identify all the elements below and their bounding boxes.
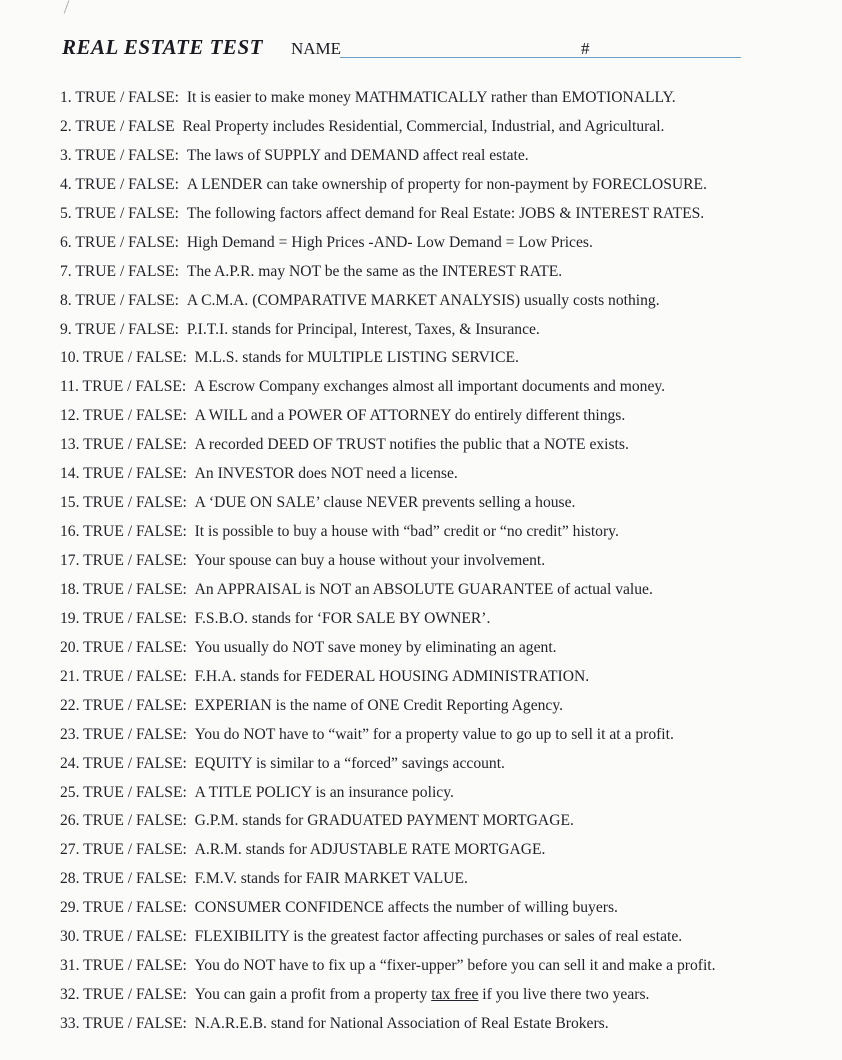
question-item — [60, 431, 820, 460]
question-statement: The A.P.R. may NOT be the same as the INTEREST RATE. — [186, 262, 563, 280]
question-number: 8. — [60, 291, 72, 309]
question-number: 9. — [60, 320, 72, 338]
true-false-choice[interactable]: TRUE / FALSE: — [83, 523, 187, 541]
question-item — [60, 113, 820, 142]
question-statement: A.R.M. stands for ADJUSTABLE RATE MORTGAGE. — [194, 841, 546, 859]
question-statement: You do NOT have to fix up a “fixer-upper” before you can sell it and make a profit. — [194, 957, 716, 975]
question-statement: A ‘DUE ON SALE’ clause NEVER prevents selling a house. — [194, 494, 576, 512]
question-number: 25. — [60, 783, 80, 801]
question-item — [60, 952, 820, 981]
question-statement: The following factors affect demand for Real Estate: JOBS & INTEREST RATES. — [186, 204, 705, 222]
question-statement: It is possible to buy a house with “bad” credit or “no credit” history. — [194, 523, 619, 541]
question-number: 33. — [60, 1015, 80, 1032]
question-item — [60, 344, 820, 373]
true-false-choice[interactable]: TRUE / FALSE: — [75, 204, 180, 222]
question-number: 27. — [60, 841, 80, 859]
question-number: 26. — [60, 812, 80, 830]
question-statement: The laws of SUPPLY and DEMAND affect real estate. — [186, 146, 529, 164]
true-false-choice[interactable]: TRUE / FALSE: — [75, 262, 180, 280]
true-false-choice[interactable]: TRUE / FALSE: — [75, 233, 180, 251]
true-false-choice[interactable]: TRUE / FALSE: — [83, 1015, 187, 1032]
true-false-choice[interactable]: TRUE / FALSE: — [83, 957, 187, 975]
question-number: 13. — [60, 436, 80, 454]
number-label: # — [581, 39, 590, 58]
question-statement: Your spouse can buy a house without your involvement. — [194, 552, 546, 569]
true-false-choice[interactable]: TRUE / FALSE: — [83, 667, 187, 685]
question-statement: You do NOT have to “wait” for a property value to go up to sell it at a profit. — [194, 725, 674, 743]
question-statement: An APPRAISAL is NOT an ABSOLUTE GUARANTEE of actual value. — [194, 580, 653, 598]
question-number: 20. — [60, 638, 80, 656]
question-item — [60, 402, 820, 431]
question-item — [60, 518, 820, 547]
question-item — [60, 750, 820, 779]
question-item — [60, 547, 820, 576]
question-item — [60, 171, 820, 200]
question-statement: It is easier to make money MATHMATICALLY rather than EMOTIONALLY. — [186, 89, 676, 106]
question-statement: EQUITY is similar to a “forced” savings account. — [194, 754, 505, 772]
question-item — [60, 923, 820, 952]
question-statement: F.M.V. stands for FAIR MARKET VALUE. — [194, 870, 468, 888]
question-number: 29. — [60, 899, 80, 917]
question-number: 17. — [60, 552, 80, 569]
question-number: 32. — [60, 986, 80, 1004]
question-statement — [195, 986, 650, 1003]
true-false-choice[interactable]: TRUE / FALSE: — [83, 638, 187, 656]
question-number: 30. — [60, 928, 80, 946]
question-item — [60, 981, 820, 1010]
question-number: 4. — [60, 175, 72, 193]
question-statement: G.P.M. stands for GRADUATED PAYMENT MORTGAGE. — [194, 812, 574, 830]
question-statement: A LENDER can take ownership of property for non-payment by FORECLOSURE. — [186, 175, 707, 193]
question-number: 23. — [60, 725, 80, 743]
question-number: 6. — [60, 233, 72, 251]
question-item — [60, 721, 820, 750]
true-false-choice[interactable]: TRUE / FALSE: — [83, 783, 187, 801]
name-label: NAME — [291, 39, 342, 58]
question-item — [60, 865, 820, 894]
question-item — [60, 229, 820, 258]
question-statement: EXPERIAN is the name of ONE Credit Reporting Agency. — [194, 696, 564, 714]
underlined-phrase: tax free — [431, 986, 479, 1004]
question-number: 14. — [60, 465, 80, 483]
question-statement: P.I.T.I. stands for Principal, Interest, Taxes, & Insurance. — [186, 320, 540, 338]
true-false-choice[interactable]: TRUE / FALSE — [75, 117, 175, 135]
question-number: 2. — [60, 117, 72, 135]
true-false-choice[interactable]: TRUE / FALSE: — [75, 89, 180, 106]
question-number: 19. — [60, 609, 80, 627]
question-item — [60, 605, 820, 634]
question-item — [60, 373, 820, 402]
question-number: 10. — [60, 349, 80, 367]
question-statement: A Escrow Company exchanges almost all important documents and money. — [194, 378, 666, 396]
question-statement: A C.M.A. (COMPARATIVE MARKET ANALYSIS) usually costs nothing. — [186, 291, 660, 309]
true-false-choice[interactable]: TRUE / FALSE: — [83, 928, 187, 946]
question-statement: CONSUMER CONFIDENCE affects the number of willing buyers. — [194, 899, 618, 917]
question-item — [60, 200, 820, 229]
question-item — [60, 84, 820, 113]
true-false-choice[interactable]: TRUE / FALSE: — [83, 465, 187, 483]
true-false-choice[interactable]: TRUE / FALSE: — [83, 609, 187, 627]
true-false-choice[interactable]: TRUE / FALSE: — [83, 696, 187, 714]
question-item — [60, 316, 820, 345]
scan-mark — [64, 0, 70, 13]
question-item — [60, 663, 820, 692]
question-statement: An INVESTOR does NOT need a license. — [194, 465, 458, 483]
question-item — [60, 258, 820, 287]
true-false-choice[interactable]: TRUE / FALSE: — [83, 754, 187, 772]
number-field[interactable] — [595, 57, 741, 58]
true-false-choice[interactable]: TRUE / FALSE: — [75, 291, 180, 309]
question-item — [60, 779, 820, 808]
question-number: 21. — [60, 667, 80, 685]
question-item — [60, 836, 820, 865]
question-item — [60, 807, 820, 836]
question-item — [60, 692, 820, 721]
question-number: 15. — [60, 494, 80, 512]
question-statement: High Demand = High Prices -AND- Low Demand = Low Prices. — [186, 233, 593, 251]
question-number: 18. — [60, 580, 80, 598]
true-false-choice[interactable]: TRUE / FALSE: — [83, 812, 187, 830]
question-number: 11. — [60, 378, 79, 396]
question-number: 3. — [60, 146, 72, 164]
question-statement: F.S.B.O. stands for ‘FOR SALE BY OWNER’. — [194, 609, 491, 627]
question-item — [60, 576, 820, 605]
question-number: 22. — [60, 696, 80, 714]
true-false-choice[interactable]: TRUE / FALSE: — [83, 899, 187, 917]
statement-part: if you live there two years. — [478, 986, 650, 1004]
question-item — [60, 894, 820, 923]
question-list — [60, 84, 820, 1039]
question-item — [60, 287, 820, 316]
true-false-choice[interactable]: TRUE / FALSE: — [82, 378, 187, 396]
question-number: 16. — [60, 523, 80, 541]
question-item — [60, 1010, 820, 1039]
page-title: REAL ESTATE TEST — [62, 35, 263, 59]
question-number: 24. — [60, 754, 80, 772]
question-item — [60, 634, 820, 663]
question-number: 28. — [60, 870, 80, 888]
question-statement: Real Property includes Residential, Commercial, Industrial, and Agricultural. — [182, 117, 665, 135]
question-statement: You usually do NOT save money by eliminating an agent. — [194, 638, 557, 656]
true-false-choice[interactable]: TRUE / FALSE: — [83, 870, 187, 888]
test-header — [62, 35, 762, 65]
true-false-choice[interactable]: TRUE / FALSE: — [83, 841, 187, 859]
question-number: 31. — [60, 957, 80, 975]
question-statement: F.H.A. stands for FEDERAL HOUSING ADMINISTRATION. — [194, 667, 590, 685]
question-number: 7. — [60, 262, 72, 280]
question-statement: M.L.S. stands for MULTIPLE LISTING SERVICE. — [194, 349, 519, 367]
question-item — [60, 489, 820, 518]
true-false-choice[interactable]: TRUE / FALSE: — [83, 552, 187, 569]
true-false-choice[interactable]: TRUE / FALSE: — [83, 494, 187, 512]
question-statement: A recorded DEED OF TRUST notifies the public that a NOTE exists. — [194, 436, 629, 454]
question-statement: FLEXIBILITY is the greatest factor affecting purchases or sales of real estate. — [194, 928, 683, 946]
true-false-choice[interactable]: TRUE / FALSE: — [83, 580, 187, 598]
true-false-choice[interactable]: TRUE / FALSE: — [83, 349, 187, 367]
true-false-choice[interactable]: TRUE / FALSE: — [75, 175, 180, 193]
question-item — [60, 142, 820, 171]
statement-part: You can gain a profit from a property — [194, 986, 432, 1004]
true-false-choice[interactable]: TRUE / FALSE: — [83, 986, 187, 1004]
true-false-choice[interactable]: TRUE / FALSE: — [83, 725, 187, 743]
true-false-choice[interactable]: TRUE / FALSE: — [83, 436, 187, 454]
question-number: 1. — [60, 89, 72, 106]
true-false-choice[interactable]: TRUE / FALSE: — [75, 146, 180, 164]
question-number: 12. — [60, 407, 80, 425]
question-item — [60, 460, 820, 489]
true-false-choice[interactable]: TRUE / FALSE: — [83, 407, 187, 425]
question-number: 5. — [60, 204, 72, 222]
true-false-choice[interactable]: TRUE / FALSE: — [75, 320, 180, 338]
question-statement: A WILL and a POWER OF ATTORNEY do entirely different things. — [194, 407, 626, 425]
question-statement: N.A.R.E.B. stand for National Association of Real Estate Brokers. — [194, 1015, 609, 1032]
question-statement: A TITLE POLICY is an insurance policy. — [194, 783, 454, 801]
